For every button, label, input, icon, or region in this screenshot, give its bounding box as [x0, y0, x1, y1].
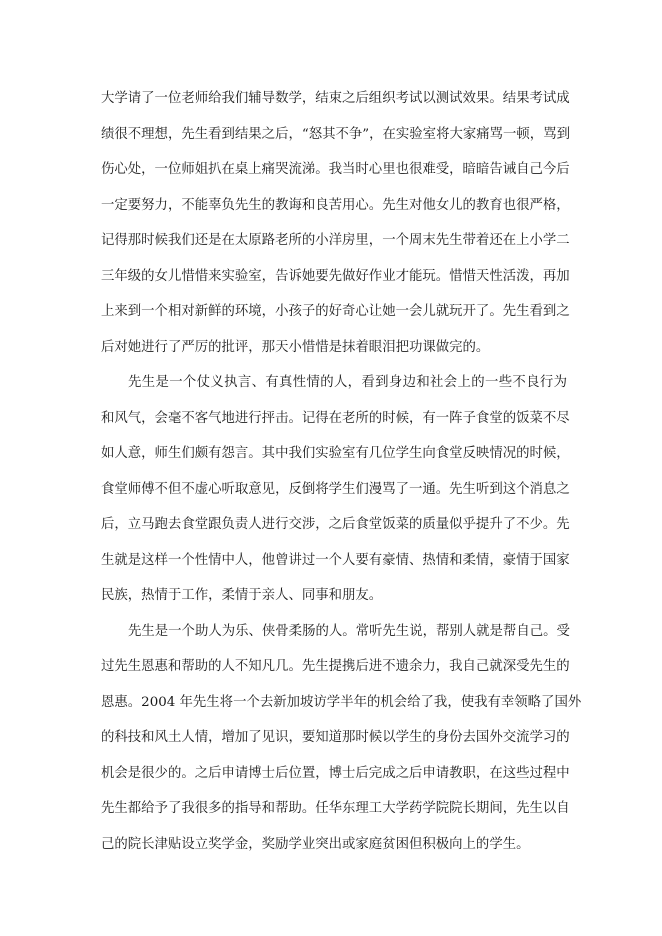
- paragraph: [101, 86, 570, 370]
- body-text: [101, 86, 582, 867]
- text-line: 后对她进行了严厉的批评，那天小惜惜是抹着眼泪把功课做完的。: [101, 339, 490, 355]
- text-line: 一定要努力，不能辜负先生的教诲和良苦用心。先生对他女儿的教育也很严格，: [101, 197, 570, 213]
- text-line: 如人意，师生们颇有怨言。其中我们实验室有几位学生向食堂反映情况的时候，: [101, 446, 570, 461]
- text-line: 大学请了一位老师给我们辅导数学，结束之后组织考试以测试效果。结果考试成: [101, 91, 570, 106]
- paragraph: [101, 619, 582, 868]
- text-line: 食堂师傅不但不虚心听取意见，反倒将学生们漫骂了一通。先生听到这个消息之: [101, 481, 570, 497]
- text-line: 和风气，会毫不客气地进行抨击。记得在老所的时候，有一阵子食堂的饭菜不尽: [101, 410, 570, 426]
- text-line: 过先生恩惠和帮助的人不知凡几。先生提携后进不遗余力，我自己就深受先生的: [101, 659, 570, 674]
- text-line: 伤心处，一位师姐扒在桌上痛哭流涕。我当时心里也很难受，暗暗告诫自己今后: [101, 162, 570, 177]
- paragraph: [101, 370, 570, 619]
- text-line: 机会是很少的。之后申请博士后位置，博士后完成之后申请教职，在这些过程中: [101, 765, 570, 781]
- text-line: 后，立马跑去食堂跟负责人进行交涉，之后食堂饭菜的质量似乎提升了不少。先: [101, 517, 570, 532]
- text-line: 先生是一个助人为乐、侠骨柔肠的人。常听先生说，帮别人就是帮自己。受: [128, 623, 570, 639]
- text-line: 上来到一个相对新鲜的环境，小孩子的好奇心让她一会儿就玩开了。先生看到之: [101, 304, 570, 319]
- text-line: 民族，热情于工作，柔情于亲人、同事和朋友。: [101, 588, 383, 603]
- text-line: 三年级的女儿惜惜来实验室，告诉她要先做好作业才能玩。惜惜天性活泼，再加: [101, 268, 570, 284]
- text-line: 记得那时候我们还是在太原路老所的小洋房里，一个周末先生带着还在上小学二: [101, 233, 570, 248]
- text-line: 的科技和风土人情，增加了见识，要知道那时候以学生的身份去国外交流学习的: [101, 730, 570, 745]
- text-line: 生就是这样一个性情中人，他曾讲过一个人要有豪情、热情和柔情，豪情于国家: [101, 552, 570, 568]
- text-line: 绩很不理想，先生看到结果之后，“怒其不争”，在实验室将大家痛骂一顿，骂到: [101, 126, 570, 142]
- text-line: 先生是一个仗义执言、有真性情的人，看到身边和社会上的一些不良行为: [128, 375, 567, 390]
- text-line: 恩惠。2004 年先生将一个去新加坡访学半年的机会给了我，使我有幸领略了国外: [101, 694, 582, 710]
- text-line: 己的院长津贴设立奖学金，奖励学业突出或家庭贫困但积极向上的学生。: [101, 836, 530, 852]
- text-line: 先生都给予了我很多的指导和帮助。任华东理工大学药学院院长期间，先生以自: [101, 801, 570, 816]
